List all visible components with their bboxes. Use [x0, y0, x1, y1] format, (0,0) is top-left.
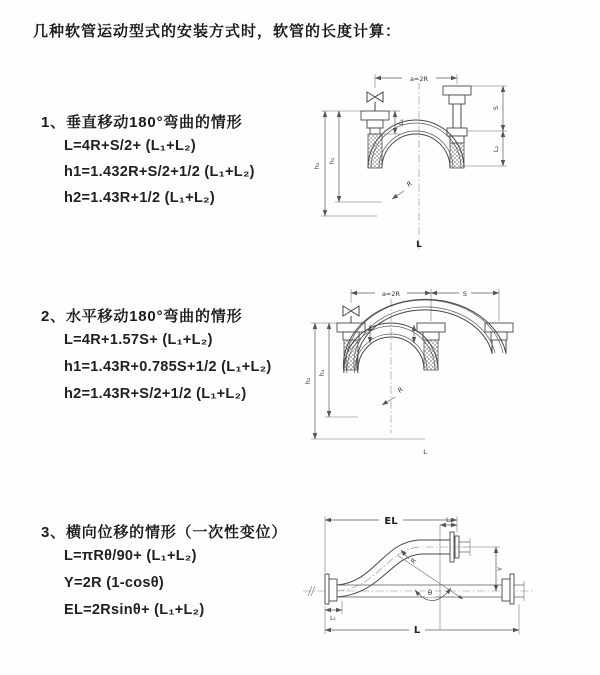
section-1-formula-length: L=4R+S/2+ (L₁+L₂)	[64, 138, 196, 154]
dim-el	[325, 513, 457, 572]
dim-label-h1: h₁	[318, 369, 326, 377]
section-3-formula-length: L=πRθ/90+ (L₁+L₂)	[64, 548, 197, 564]
valve-icon	[367, 92, 383, 111]
radius-callout	[392, 179, 414, 199]
middle-end-fitting	[417, 323, 445, 370]
dim-label-y: Y	[496, 567, 504, 571]
dim-label-l1: L₁	[397, 118, 405, 126]
radius-callout	[401, 550, 418, 565]
dim-label-a2r: a=2R	[381, 290, 401, 298]
dim-label-l1: L₁	[330, 615, 336, 622]
right-flange	[502, 574, 524, 604]
valve-icon	[343, 306, 359, 323]
braided-hose-section	[368, 134, 382, 168]
section-1-formula-h1: h1=1.432R+S/2+1/2 (L₁+L₂)	[64, 164, 255, 180]
dim-l2	[440, 517, 457, 630]
section-3-heading: 3、横向位移的情形（一次性变位）	[41, 524, 288, 541]
right-end-fitting	[443, 86, 471, 168]
dim-label-h1: h₁	[328, 157, 336, 165]
dim-label-el: EL	[384, 516, 398, 527]
dim-label-a2r: a=2R	[409, 75, 429, 83]
length-label: L	[423, 448, 427, 456]
dim-l	[325, 604, 519, 636]
dim-label-l: L	[413, 625, 421, 636]
diagram-lateral-displacement	[297, 502, 552, 652]
left-end-fitting	[337, 323, 365, 370]
diagram-horizontal-180-bend	[303, 281, 543, 461]
length-label: L	[416, 240, 422, 250]
page-title: 几种软管运动型式的安装方式时，软管的长度计算：	[33, 23, 402, 40]
dim-label-l2: L₂	[492, 145, 500, 153]
radius-label: R	[405, 179, 414, 189]
dim-label-s: S	[462, 290, 468, 298]
section-1-heading: 1、垂直移动180°弯曲的情形	[41, 114, 243, 131]
left-end-fitting	[361, 111, 389, 168]
section-3-formula-y: Y=2R (1-cosθ)	[64, 575, 164, 591]
dim-l2	[464, 131, 507, 166]
section-2-heading: 2、水平移动180°弯曲的情形	[41, 308, 243, 325]
section-1-formula-h2: h2=1.43R+1/2 (L₁+L₂)	[64, 190, 216, 206]
braided-hose-section	[450, 143, 464, 168]
dim-s	[431, 288, 499, 298]
left-flange	[325, 574, 337, 604]
dim-label-h2: h₂	[313, 162, 321, 170]
dim-label-h2: h₂	[304, 377, 312, 385]
radius-label: R	[396, 385, 405, 395]
dim-y	[463, 547, 504, 591]
angle-label: θ	[427, 589, 433, 597]
diagram-vertical-180-bend	[307, 66, 532, 261]
s-curve-hose	[337, 540, 465, 597]
section-3-formula-el: EL=2Rsinθ+ (L₁+L₂)	[64, 602, 205, 618]
radius-callout	[382, 385, 405, 405]
section-2-formula-h1: h1=1.43R+0.785S+1/2 (L₁+L₂)	[64, 359, 272, 375]
dim-label-s: S	[492, 105, 500, 111]
section-2-formula-length: L=4R+1.57S+ (L₁+L₂)	[64, 332, 213, 348]
section-2-formula-h2: h2=1.43R+S/2+1/2 (L₁+L₂)	[64, 386, 247, 402]
radius-label: R	[409, 556, 419, 566]
dim-s	[467, 86, 507, 131]
dim-label-l2: L₂	[446, 517, 452, 524]
